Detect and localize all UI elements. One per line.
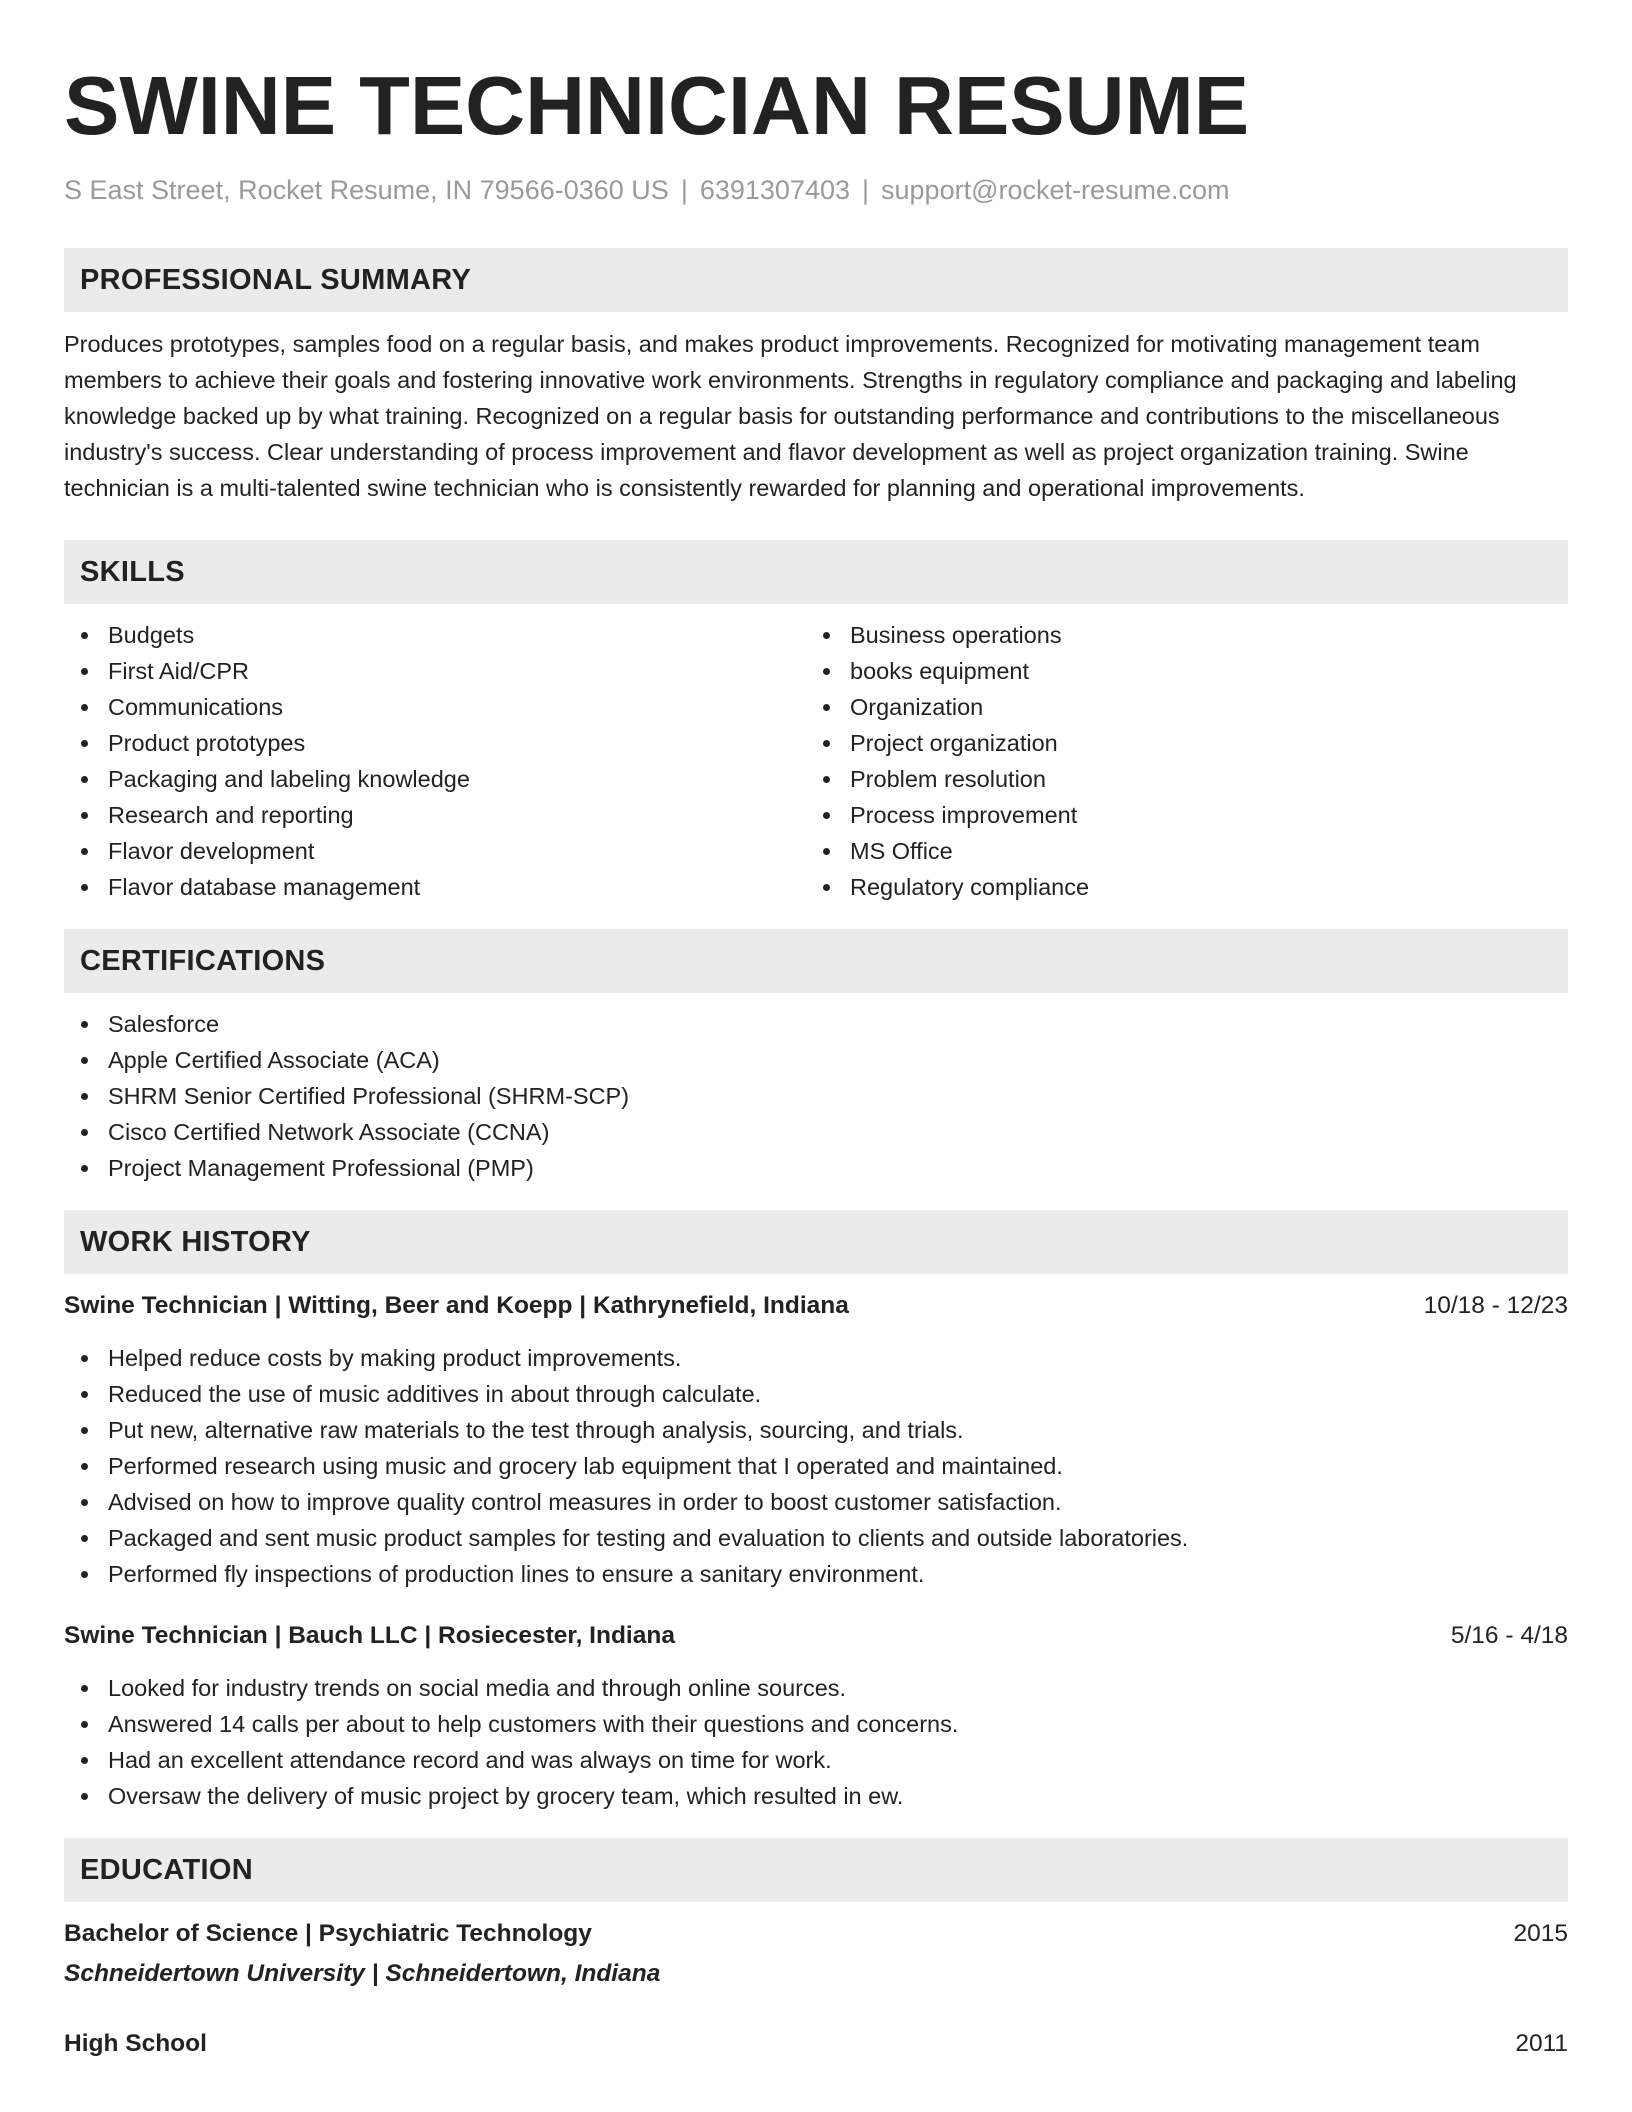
skills-column-right — [806, 617, 1548, 905]
contact-separator: | — [680, 175, 688, 205]
job-bullet: Looked for industry trends on social media and through online sources. — [108, 1670, 1568, 1706]
skill-item: First Aid/CPR — [108, 653, 806, 689]
skill-item: Flavor database management — [108, 869, 806, 905]
education-school: Schneidertown University | Schneidertown, Indiana — [64, 1960, 661, 1987]
job-bullets — [64, 1670, 1568, 1814]
job-bullet: Performed research using music and grocery lab equipment that I operated and maintained. — [108, 1448, 1568, 1484]
education-degree: Bachelor of Science | Psychiatric Technology — [64, 1920, 592, 1947]
job-dates: 10/18 - 12/23 — [1423, 1292, 1568, 1319]
certifications-heading: CERTIFICATIONS — [64, 929, 1568, 993]
resume-title: SWINE TECHNICIAN RESUME — [64, 59, 1250, 152]
job-bullet: Packaged and sent music product samples for testing and evaluation to clients and outside laboratories. — [108, 1520, 1568, 1556]
skill-item: books equipment — [850, 653, 1548, 689]
skill-item: Process improvement — [850, 797, 1548, 833]
education-header — [64, 2026, 1568, 2062]
job-title: Swine Technician | Witting, Beer and Koepp | Kathrynefield, Indiana — [64, 1292, 849, 1319]
job-header — [64, 1288, 1568, 1324]
job-bullet: Performed fly inspections of production lines to ensure a sanitary environment. — [108, 1556, 1568, 1592]
certification-item: SHRM Senior Certified Professional (SHRM-SCP) — [108, 1078, 1568, 1114]
contact-separator: | — [862, 175, 870, 205]
education-year: 2015 — [1513, 1920, 1568, 1947]
skill-item: Research and reporting — [108, 797, 806, 833]
contact-address: S East Street, Rocket Resume, IN 79566-0360 US — [64, 175, 669, 205]
skill-item: Project organization — [850, 725, 1548, 761]
skills-heading: SKILLS — [64, 540, 1568, 604]
summary-heading: PROFESSIONAL SUMMARY — [64, 248, 1568, 312]
skill-item: Organization — [850, 689, 1548, 725]
skill-item: Problem resolution — [850, 761, 1548, 797]
contact-line — [64, 170, 1568, 210]
job-bullet: Put new, alternative raw materials to the test through analysis, sourcing, and trials. — [108, 1412, 1568, 1448]
education-entry — [64, 1916, 1568, 1992]
education-heading: EDUCATION — [64, 1838, 1568, 1902]
job-bullet: Oversaw the delivery of music project by grocery team, which resulted in ew. — [108, 1778, 1568, 1814]
certification-item: Cisco Certified Network Associate (CCNA) — [108, 1114, 1568, 1150]
summary-text: Produces prototypes, samples food on a regular basis, and makes product improvements. Recognized for motivating management team members to achieve their goals and fostering innovative work environments. Strengths in regulatory compliance and packaging and labeling knowledge backed up by what training. Recognized on a regular basis for outstanding performance and contributions to the miscellaneous industry's success. Clear understanding of process improvement and flavor development as well as project organization training. Swine technician is a multi-talented swine technician who is consistently rewarded for planning and operational improvements. — [64, 331, 1517, 501]
skill-item: Product prototypes — [108, 725, 806, 761]
education-entry — [64, 2026, 1568, 2062]
education-degree: High School — [64, 2030, 207, 2057]
education-year: 2011 — [1515, 2030, 1568, 2057]
job-title: Swine Technician | Bauch LLC | Rosiecester, Indiana — [64, 1622, 675, 1649]
job-bullet: Helped reduce costs by making product improvements. — [108, 1340, 1568, 1376]
skill-item: Budgets — [108, 617, 806, 653]
certification-item: Apple Certified Associate (ACA) — [108, 1042, 1568, 1078]
job-bullet: Had an excellent attendance record and was always on time for work. — [108, 1742, 1568, 1778]
skill-item: MS Office — [850, 833, 1548, 869]
job-bullet: Answered 14 calls per about to help customers with their questions and concerns. — [108, 1706, 1568, 1742]
skills-list — [64, 617, 1568, 905]
job-entry — [64, 1288, 1568, 1592]
job-dates: 5/16 - 4/18 — [1450, 1622, 1568, 1649]
job-bullet: Advised on how to improve quality control measures in order to boost customer satisfaction. — [108, 1484, 1568, 1520]
skill-item: Communications — [108, 689, 806, 725]
certification-item: Salesforce — [108, 1006, 1568, 1042]
skill-item: Flavor development — [108, 833, 806, 869]
skill-item: Regulatory compliance — [850, 869, 1548, 905]
work-history-heading: WORK HISTORY — [64, 1210, 1568, 1274]
certifications-list — [64, 1006, 1568, 1186]
contact-phone: 6391307403 — [699, 175, 850, 205]
skills-column-left — [64, 617, 806, 905]
certification-item: Project Management Professional (PMP) — [108, 1150, 1568, 1186]
skill-item: Packaging and labeling knowledge — [108, 761, 806, 797]
skill-item: Business operations — [850, 617, 1548, 653]
job-bullet: Reduced the use of music additives in about through calculate. — [108, 1376, 1568, 1412]
job-header — [64, 1618, 1568, 1654]
job-bullets — [64, 1340, 1568, 1592]
job-entry — [64, 1618, 1568, 1814]
contact-email: support@rocket-resume.com — [881, 175, 1230, 205]
education-header — [64, 1916, 1568, 1952]
